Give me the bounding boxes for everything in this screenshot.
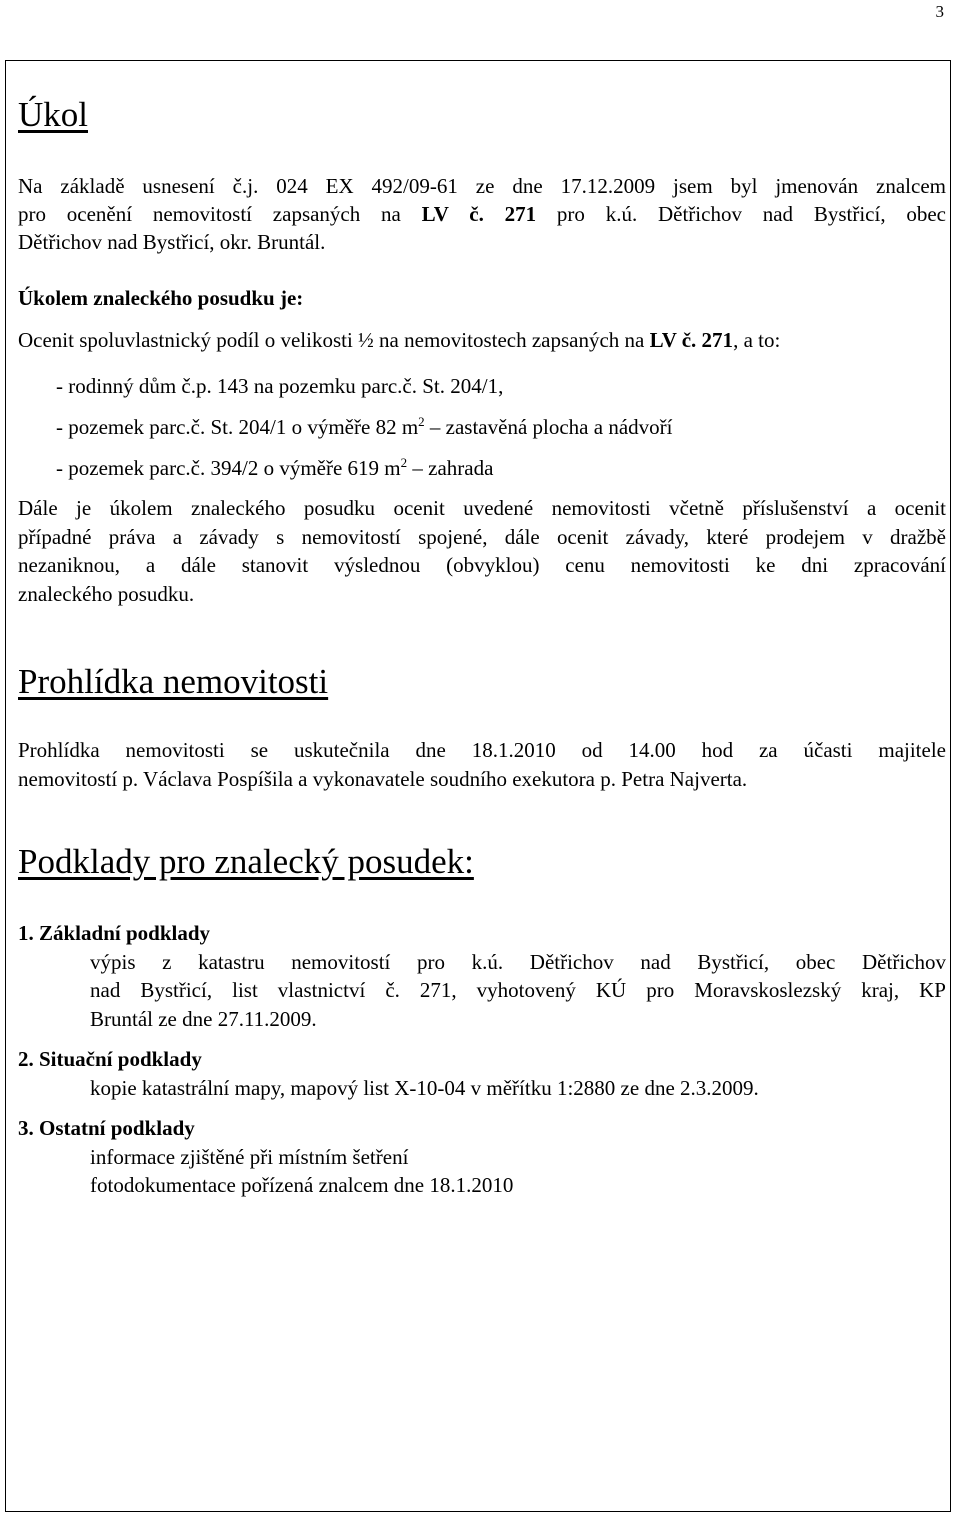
more-line-1: Dále je úkolem znaleckého posudku ocenit uvedené nemovitosti včetně příslušenství a ocenit bbox=[18, 496, 946, 520]
source-3-title: 3. Ostatní podklady bbox=[18, 1116, 195, 1140]
source-1-title: 1. Základní podklady bbox=[18, 921, 211, 945]
source-3-line-1: informace zjištěné při místním šetření bbox=[90, 1145, 409, 1169]
source-2-title: 2. Situační podklady bbox=[18, 1047, 202, 1071]
source-1-line-1: výpis z katastru nemovitostí pro k.ú. Dětřichov nad Bystřicí, obec Dětřichov bbox=[90, 950, 946, 974]
task-title: Úkolem znaleckého posudku je: bbox=[18, 286, 304, 310]
intro-line-3: Dětřichov nad Bystřicí, okr. Bruntál. bbox=[18, 230, 326, 254]
lv-reference: LV č. 271 bbox=[421, 202, 537, 226]
source-3-line-2: fotodokumentace pořízená znalcem dne 18.1.2010 bbox=[90, 1173, 514, 1197]
heading-sources: Podklady pro znalecký posudek: bbox=[18, 842, 474, 881]
more-line-3: nezaniknou, a dále stanovit výslednou (obvyklou) cenu nemovitosti ke dni zpracování bbox=[18, 553, 946, 577]
source-1-line-2: nad Bystřicí, list vlastnictví č. 271, vyhotovený KÚ pro Moravskoslezský kraj, KP bbox=[90, 978, 946, 1002]
source-1-line-3: Bruntál ze dne 27.11.2009. bbox=[90, 1007, 317, 1031]
more-line-4: znaleckého posudku. bbox=[18, 582, 195, 606]
intro-line-2: pro ocenění nemovitostí zapsaných na LV č. 271 pro k.ú. Dětřichov nad Bystřicí, obec bbox=[18, 202, 946, 226]
inspection-line-1: Prohlídka nemovitosti se uskutečnila dne 18.1.2010 od 14.00 hod za účasti majitele bbox=[18, 738, 946, 762]
inspection-line-2: nemovitostí p. Václava Pospíšila a vykonavatele soudního exekutora p. Petra Najverta. bbox=[18, 767, 748, 791]
heading-inspection: Prohlídka nemovitosti bbox=[18, 662, 329, 701]
property-item-2: - pozemek parc.č. St. 204/1 o výměře 82 $m^2$ – zastavěná plocha a nádvoří bbox=[56, 414, 673, 439]
property-item-3: - pozemek parc.č. 394/2 o výměře 619 $m^2$ – zahrada bbox=[56, 455, 494, 480]
page-number: 3 bbox=[935, 2, 944, 21]
property-item-1: - rodinný dům č.p. 143 na pozemku parc.č. St. 204/1, bbox=[56, 374, 504, 398]
intro-line-1: Na základě usnesení č.j. 024 EX 492/09-61 ze dne 17.12.2009 jsem byl jmenován znalcem bbox=[18, 174, 946, 198]
lv-reference-2: LV č. 271 bbox=[649, 328, 734, 352]
more-line-2: případné práva a závady s nemovitostí spojené, dále ocenit závady, které prodejem v dražbě bbox=[18, 525, 946, 549]
source-2-line-1: kopie katastrální mapy, mapový list X-10-04 v měřítku 1:2880 ze dne 2.3.2009. bbox=[90, 1076, 759, 1100]
heading-ukol: Úkol bbox=[18, 95, 88, 134]
task-line: Ocenit spoluvlastnický podíl o velikosti ½ na nemovitostech zapsaných na LV č. 271, a to: bbox=[18, 328, 781, 352]
